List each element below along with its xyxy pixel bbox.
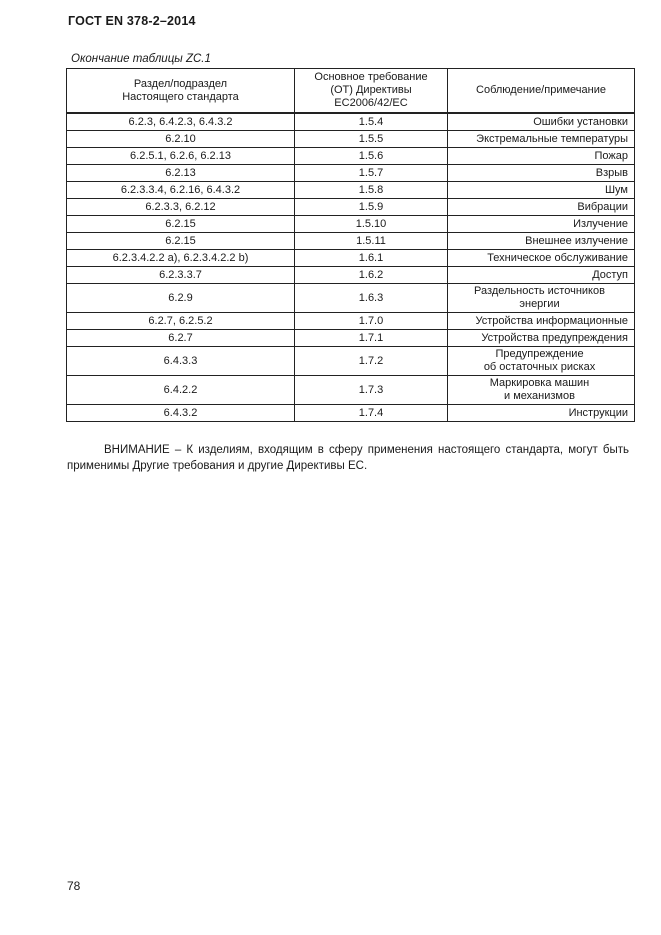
- cell-note: Пожар: [448, 148, 635, 165]
- cell-note: Устройства предупреждения: [448, 330, 635, 347]
- cell-requirement: 1.5.7: [295, 165, 448, 182]
- table-row: [67, 233, 635, 250]
- cell-note: Ошибки установки: [448, 113, 635, 131]
- cell-note: Техническое обслуживание: [448, 250, 635, 267]
- cell-requirement: 1.7.0: [295, 313, 448, 330]
- compliance-table: [66, 68, 635, 422]
- cell-section: 6.2.3, 6.4.2.3, 6.4.3.2: [67, 113, 295, 131]
- cell-requirement: 1.6.2: [295, 267, 448, 284]
- cell-section: 6.2.15: [67, 216, 295, 233]
- column-header-section: Раздел/подраздел Настоящего стандарта: [67, 69, 295, 114]
- table-row: [67, 347, 635, 376]
- table-row: [67, 113, 635, 131]
- cell-section: 6.2.3.3, 6.2.12: [67, 199, 295, 216]
- table-row: [67, 148, 635, 165]
- cell-note: Маркировка машин и механизмов: [448, 376, 635, 405]
- cell-note: Внешнее излучение: [448, 233, 635, 250]
- cell-requirement: 1.7.1: [295, 330, 448, 347]
- table-row: [67, 199, 635, 216]
- cell-note: Устройства информационные: [448, 313, 635, 330]
- cell-requirement: 1.5.11: [295, 233, 448, 250]
- column-header-requirement: Основное требование (ОТ) Директивы EC2006/42/EC: [295, 69, 448, 114]
- cell-requirement: 1.6.3: [295, 284, 448, 313]
- cell-note: Экстремальные температуры: [448, 131, 635, 148]
- table-row: [67, 250, 635, 267]
- cell-section: 6.2.7, 6.2.5.2: [67, 313, 295, 330]
- attention-note: ВНИМАНИЕ – К изделиям, входящим в сферу применения настоящего стандарта, могут быть применимы Другие требования и другие Директивы ЕС.: [67, 444, 629, 472]
- cell-note: Взрыв: [448, 165, 635, 182]
- cell-section: 6.4.2.2: [67, 376, 295, 405]
- cell-section: 6.2.5.1, 6.2.6, 6.2.13: [67, 148, 295, 165]
- table-row: [67, 405, 635, 422]
- cell-section: 6.4.3.3: [67, 347, 295, 376]
- cell-note: Излучение: [448, 216, 635, 233]
- table-row: [67, 330, 635, 347]
- document-header: ГОСТ EN 378-2–2014: [68, 14, 196, 28]
- cell-section: 6.2.13: [67, 165, 295, 182]
- cell-note: Предупреждение об остаточных рисках: [448, 347, 635, 376]
- cell-note: Раздельность источников энергии: [448, 284, 635, 313]
- cell-requirement: 1.7.3: [295, 376, 448, 405]
- cell-note: Инструкции: [448, 405, 635, 422]
- cell-section: 6.2.3.3.4, 6.2.16, 6.4.3.2: [67, 182, 295, 199]
- cell-section: 6.4.3.2: [67, 405, 295, 422]
- table-row: [67, 216, 635, 233]
- cell-section: 6.2.10: [67, 131, 295, 148]
- cell-requirement: 1.5.4: [295, 113, 448, 131]
- table-row: [67, 267, 635, 284]
- cell-note: Доступ: [448, 267, 635, 284]
- cell-requirement: 1.6.1: [295, 250, 448, 267]
- table-row: [67, 131, 635, 148]
- column-header-note: Соблюдение/примечание: [448, 69, 635, 114]
- table-caption: Окончание таблицы ZC.1: [71, 53, 211, 65]
- table-header: [67, 69, 635, 114]
- table-header-row: [67, 69, 635, 114]
- cell-requirement: 1.7.2: [295, 347, 448, 376]
- cell-section: 6.2.7: [67, 330, 295, 347]
- cell-requirement: 1.5.10: [295, 216, 448, 233]
- cell-section: 6.2.15: [67, 233, 295, 250]
- cell-note: Шум: [448, 182, 635, 199]
- table-row: [67, 165, 635, 182]
- table-row: [67, 182, 635, 199]
- table-body: [67, 113, 635, 422]
- cell-section: 6.2.9: [67, 284, 295, 313]
- cell-note: Вибрации: [448, 199, 635, 216]
- cell-requirement: 1.5.9: [295, 199, 448, 216]
- table-row: [67, 313, 635, 330]
- cell-section: 6.2.3.3.7: [67, 267, 295, 284]
- cell-section: 6.2.3.4.2.2 a), 6.2.3.4.2.2 b): [67, 250, 295, 267]
- table-row: [67, 284, 635, 313]
- page-number: 78: [67, 879, 81, 893]
- table-row: [67, 376, 635, 405]
- cell-requirement: 1.7.4: [295, 405, 448, 422]
- cell-requirement: 1.5.6: [295, 148, 448, 165]
- cell-requirement: 1.5.8: [295, 182, 448, 199]
- cell-requirement: 1.5.5: [295, 131, 448, 148]
